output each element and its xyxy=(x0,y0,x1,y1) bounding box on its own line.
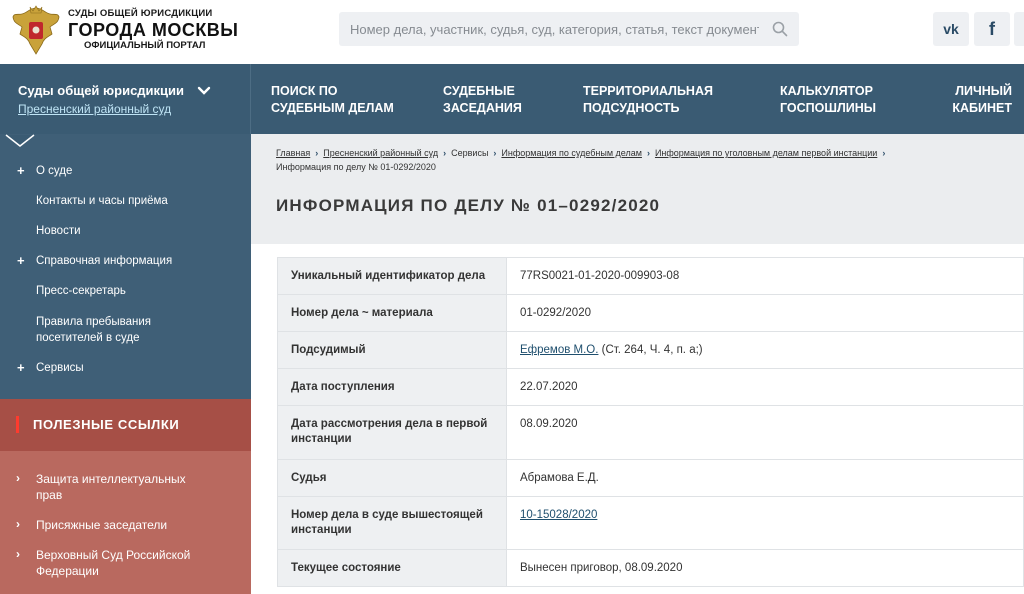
field-value: Вынесен приговор, 08.09.2020 xyxy=(507,550,1024,587)
nav-label-line: ПОИСК ПО xyxy=(271,84,338,98)
nav-label-line: ГОСПОШЛИНЫ xyxy=(780,101,876,115)
search-box xyxy=(339,12,799,46)
nav-label-line: СУДЕБНЫЕ xyxy=(443,84,515,98)
field-label: Уникальный идентификатор дела xyxy=(278,258,507,295)
case-info-table xyxy=(277,257,1024,587)
accent-bar xyxy=(16,416,19,433)
court-name-link[interactable]: Пресненский районный суд xyxy=(18,102,172,116)
sidebar-item-services[interactable]: Сервисы xyxy=(36,362,84,374)
link-supreme-court[interactable]: Верховный Суд Российской Федерации xyxy=(36,548,191,578)
chevron-right-icon: › xyxy=(16,517,20,531)
court-group-label: Суды общей юрисдикции xyxy=(18,83,185,98)
chevron-right-icon: › xyxy=(646,148,650,158)
expand-icon[interactable]: + xyxy=(17,253,25,268)
expand-icon[interactable]: + xyxy=(17,163,25,178)
field-value: (Ст. 264, Ч. 4, п. а;) xyxy=(598,344,703,356)
field-label: Дата поступления xyxy=(278,369,507,406)
portal-logo[interactable] xyxy=(10,4,250,60)
sidebar-item-contacts[interactable]: Контакты и часы приёма xyxy=(36,195,168,207)
field-value-cell xyxy=(507,497,1024,550)
breadcrumb-current: Информация по делу № 01-0292/2020 xyxy=(276,162,436,172)
social-icon[interactable] xyxy=(1014,12,1024,46)
logo-line-2: ГОРОДА МОСКВЫ xyxy=(68,19,239,40)
field-value: 01-0292/2020 xyxy=(507,295,1024,332)
breadcrumb-text: Сервисы xyxy=(451,148,489,158)
page-header xyxy=(251,134,1024,244)
field-label: Текущее состояние xyxy=(278,550,507,587)
link-ip-protection[interactable]: Защита интеллектуальных прав xyxy=(36,472,186,502)
field-label: Дата рассмотрения дела в первой инстанции xyxy=(278,406,507,460)
nav-jurisdiction[interactable] xyxy=(583,83,713,117)
nav-label-line: ПОДСУДНОСТЬ xyxy=(583,101,680,115)
top-header xyxy=(0,0,1024,64)
sidebar-item-about[interactable]: О суде xyxy=(36,165,73,177)
facebook-icon[interactable]: f xyxy=(974,12,1010,46)
chevron-right-icon: › xyxy=(315,148,319,158)
field-label: Номер дела ~ материала xyxy=(278,295,507,332)
search-input[interactable] xyxy=(339,12,759,46)
page-title: ИНФОРМАЦИЯ ПО ДЕЛУ № 01–0292/2020 xyxy=(276,196,661,215)
table-row xyxy=(278,550,1024,587)
nav-label-line: КАБИНЕТ xyxy=(952,101,1012,115)
nav-label-line: ТЕРРИТОРИАЛЬНАЯ xyxy=(583,84,713,98)
logo-line-3: ОФИЦИАЛЬНЫЙ ПОРТАЛ xyxy=(84,39,206,51)
vk-icon[interactable]: vk xyxy=(933,12,969,46)
useful-links-header xyxy=(0,399,251,451)
nav-fee-calculator[interactable] xyxy=(780,83,876,117)
chevron-down-icon[interactable] xyxy=(197,86,211,96)
table-row xyxy=(278,258,1024,295)
dropdown-pointer-icon xyxy=(4,134,36,148)
useful-links-list xyxy=(0,451,251,594)
nav-label-line: ЛИЧНЫЙ xyxy=(955,84,1012,98)
breadcrumb-link[interactable]: Пресненский районный суд xyxy=(323,148,439,158)
table-row xyxy=(278,497,1024,550)
breadcrumb-link[interactable]: Информация по уголовным делам первой инстанции xyxy=(654,148,878,158)
table-row xyxy=(278,406,1024,460)
defendant-link[interactable]: Ефремов М.О. xyxy=(520,344,599,356)
nav-case-search[interactable] xyxy=(271,83,394,117)
field-value: 08.09.2020 xyxy=(507,406,1024,460)
chevron-right-icon: › xyxy=(16,547,20,561)
chevron-right-icon: › xyxy=(882,148,886,158)
logo-line-1: СУДЫ ОБЩЕЙ ЮРИСДИКЦИИ xyxy=(68,8,213,19)
table-row xyxy=(278,295,1024,332)
chevron-right-icon: › xyxy=(493,148,497,158)
nav-label-line: КАЛЬКУЛЯТОР xyxy=(780,84,873,98)
field-label: Подсудимый xyxy=(278,332,507,369)
expand-icon[interactable]: + xyxy=(17,360,25,375)
main-navigation xyxy=(0,64,1024,134)
breadcrumb xyxy=(276,146,1024,174)
nav-label-line: СУДЕБНЫМ ДЕЛАМ xyxy=(271,101,394,115)
table-row xyxy=(278,460,1024,497)
field-value: Абрамова Е.Д. xyxy=(507,460,1024,497)
field-value: 22.07.2020 xyxy=(507,369,1024,406)
table-row xyxy=(278,369,1024,406)
court-selector[interactable] xyxy=(0,64,251,134)
nav-label-line: ЗАСЕДАНИЯ xyxy=(443,101,522,115)
chevron-right-icon: › xyxy=(443,148,447,158)
field-value: 77RS0021-01-2020-009903-08 xyxy=(507,258,1024,295)
sidebar-item-press[interactable]: Пресс-секретарь xyxy=(36,285,126,297)
field-value-cell xyxy=(507,332,1024,369)
nav-court-sessions[interactable] xyxy=(443,83,522,117)
breadcrumb-link[interactable]: Главная xyxy=(276,148,311,158)
sidebar-item-reference[interactable]: Справочная информация xyxy=(36,255,173,267)
field-label: Номер дела в суде вышестоящей инстанции xyxy=(278,497,507,550)
search-icon[interactable] xyxy=(771,20,789,38)
useful-links-title: ПОЛЕЗНЫЕ ССЫЛКИ xyxy=(33,417,180,432)
nav-personal-account[interactable] xyxy=(952,83,1012,117)
table-row xyxy=(278,332,1024,369)
appeal-case-link[interactable]: 10-15028/2020 xyxy=(520,509,598,521)
field-label: Судья xyxy=(278,460,507,497)
chevron-right-icon: › xyxy=(16,471,20,485)
sidebar-item-news[interactable]: Новости xyxy=(36,225,81,237)
link-jurors[interactable]: Присяжные заседатели xyxy=(36,518,168,532)
sidebar-item-rules[interactable]: Правила пребывания посетителей в суде xyxy=(36,316,152,344)
breadcrumb-link[interactable]: Информация по судебным делам xyxy=(501,148,642,158)
coat-of-arms-icon xyxy=(10,4,62,58)
